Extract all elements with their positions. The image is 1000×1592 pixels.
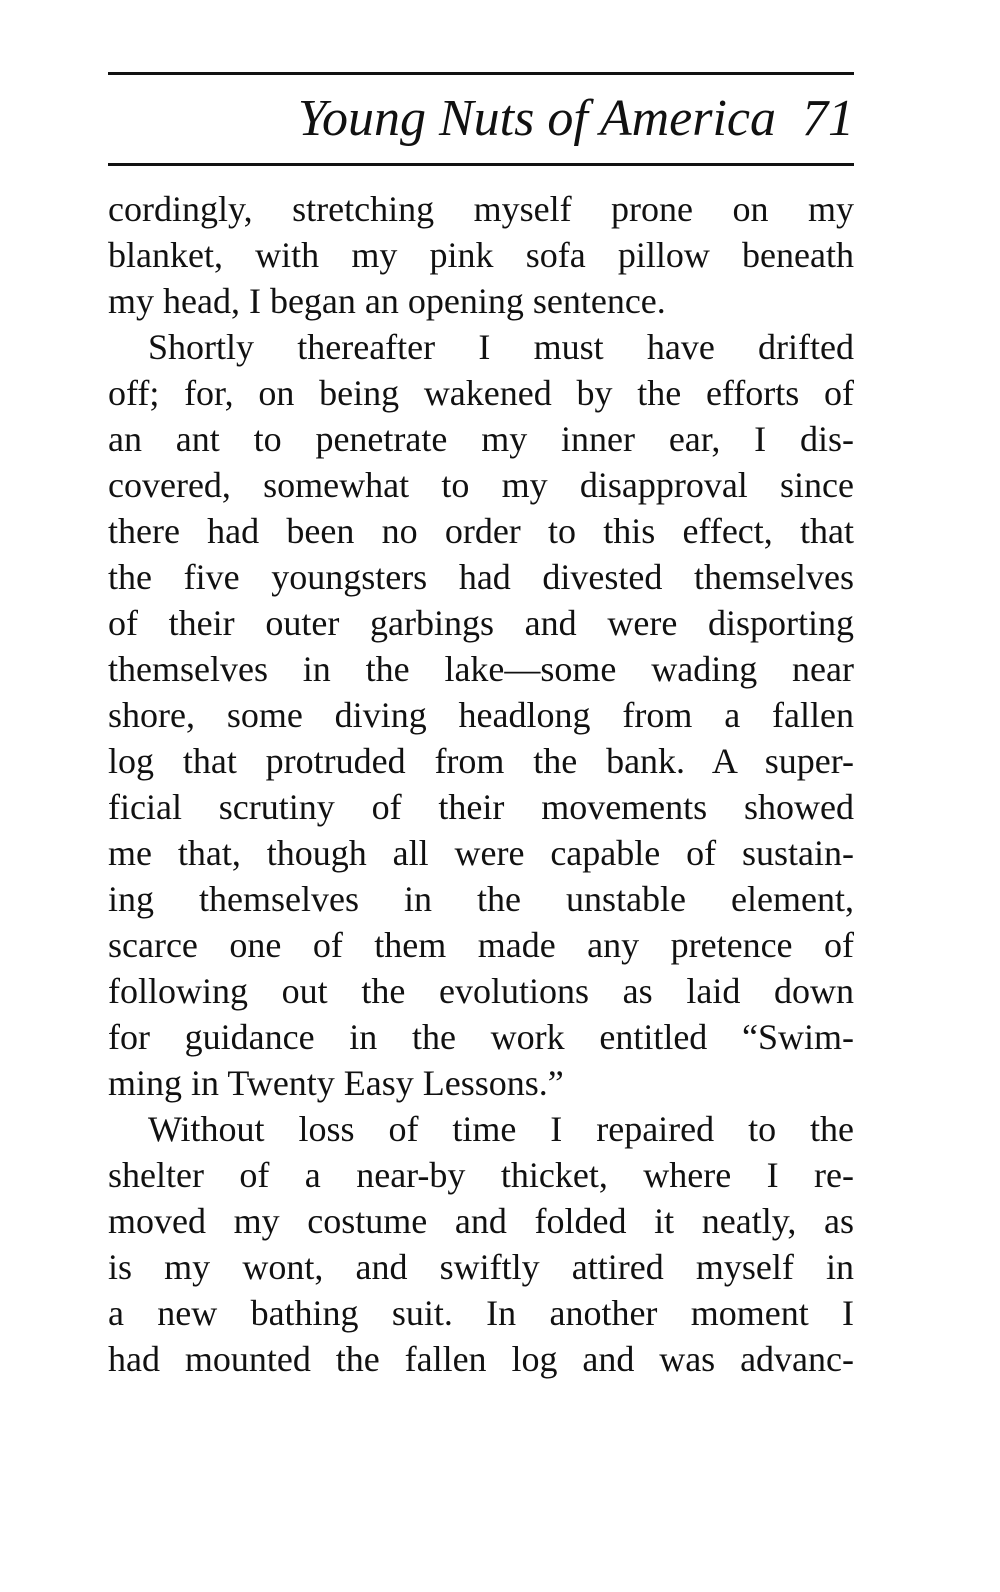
text-line: ing themselves in the unstable element,	[108, 879, 854, 919]
page-number: 71	[802, 90, 854, 147]
text-line: the five youngsters had divested themselves	[108, 557, 854, 597]
text-line: shore, some diving headlong from a fallen	[108, 695, 854, 735]
text-line: Shortly thereafter I must have drifted	[148, 327, 854, 367]
text-line: shelter of a near-by thicket, where I re-	[108, 1155, 854, 1195]
text-line: cordingly, stretching myself prone on my	[108, 189, 854, 229]
text-line: blanket, with my pink sofa pillow beneath	[108, 235, 854, 275]
text-line: a new bathing suit. In another moment I	[108, 1293, 854, 1333]
text-line: my head, I began an opening sentence.	[108, 281, 666, 321]
text-line: scarce one of them made any pretence of	[108, 925, 854, 965]
text-line: an ant to penetrate my inner ear, I dis-	[108, 419, 854, 459]
text-line: had mounted the fallen log and was advanc-	[108, 1339, 854, 1379]
text-line: for guidance in the work entitled “Swim-	[108, 1017, 854, 1057]
header-top-rule	[108, 72, 854, 75]
text-line: log that protruded from the bank. A super-	[108, 741, 854, 781]
text-line: ficial scrutiny of their movements showed	[108, 787, 854, 827]
text-line: off; for, on being wakened by the efforts of	[108, 373, 854, 413]
text-line: following out the evolutions as laid down	[108, 971, 854, 1011]
text-line: ming in Twenty Easy Lessons.”	[108, 1063, 564, 1103]
text-line: of their outer garbings and were disporting	[108, 603, 854, 643]
text-line: there had been no order to this effect, that	[108, 511, 854, 551]
body-text	[108, 186, 854, 1382]
text-line: is my wont, and swiftly attired myself in	[108, 1247, 854, 1287]
text-line: Without loss of time I repaired to the	[148, 1109, 854, 1149]
text-line: me that, though all were capable of sustain-	[108, 833, 854, 873]
text-line: themselves in the lake—some wading near	[108, 649, 854, 689]
text-line: moved my costume and folded it neatly, as	[108, 1201, 854, 1241]
running-title: Young Nuts of America	[297, 90, 776, 147]
text-line: covered, somewhat to my disapproval since	[108, 465, 854, 505]
header-bottom-rule	[108, 163, 854, 166]
running-head	[108, 84, 854, 154]
